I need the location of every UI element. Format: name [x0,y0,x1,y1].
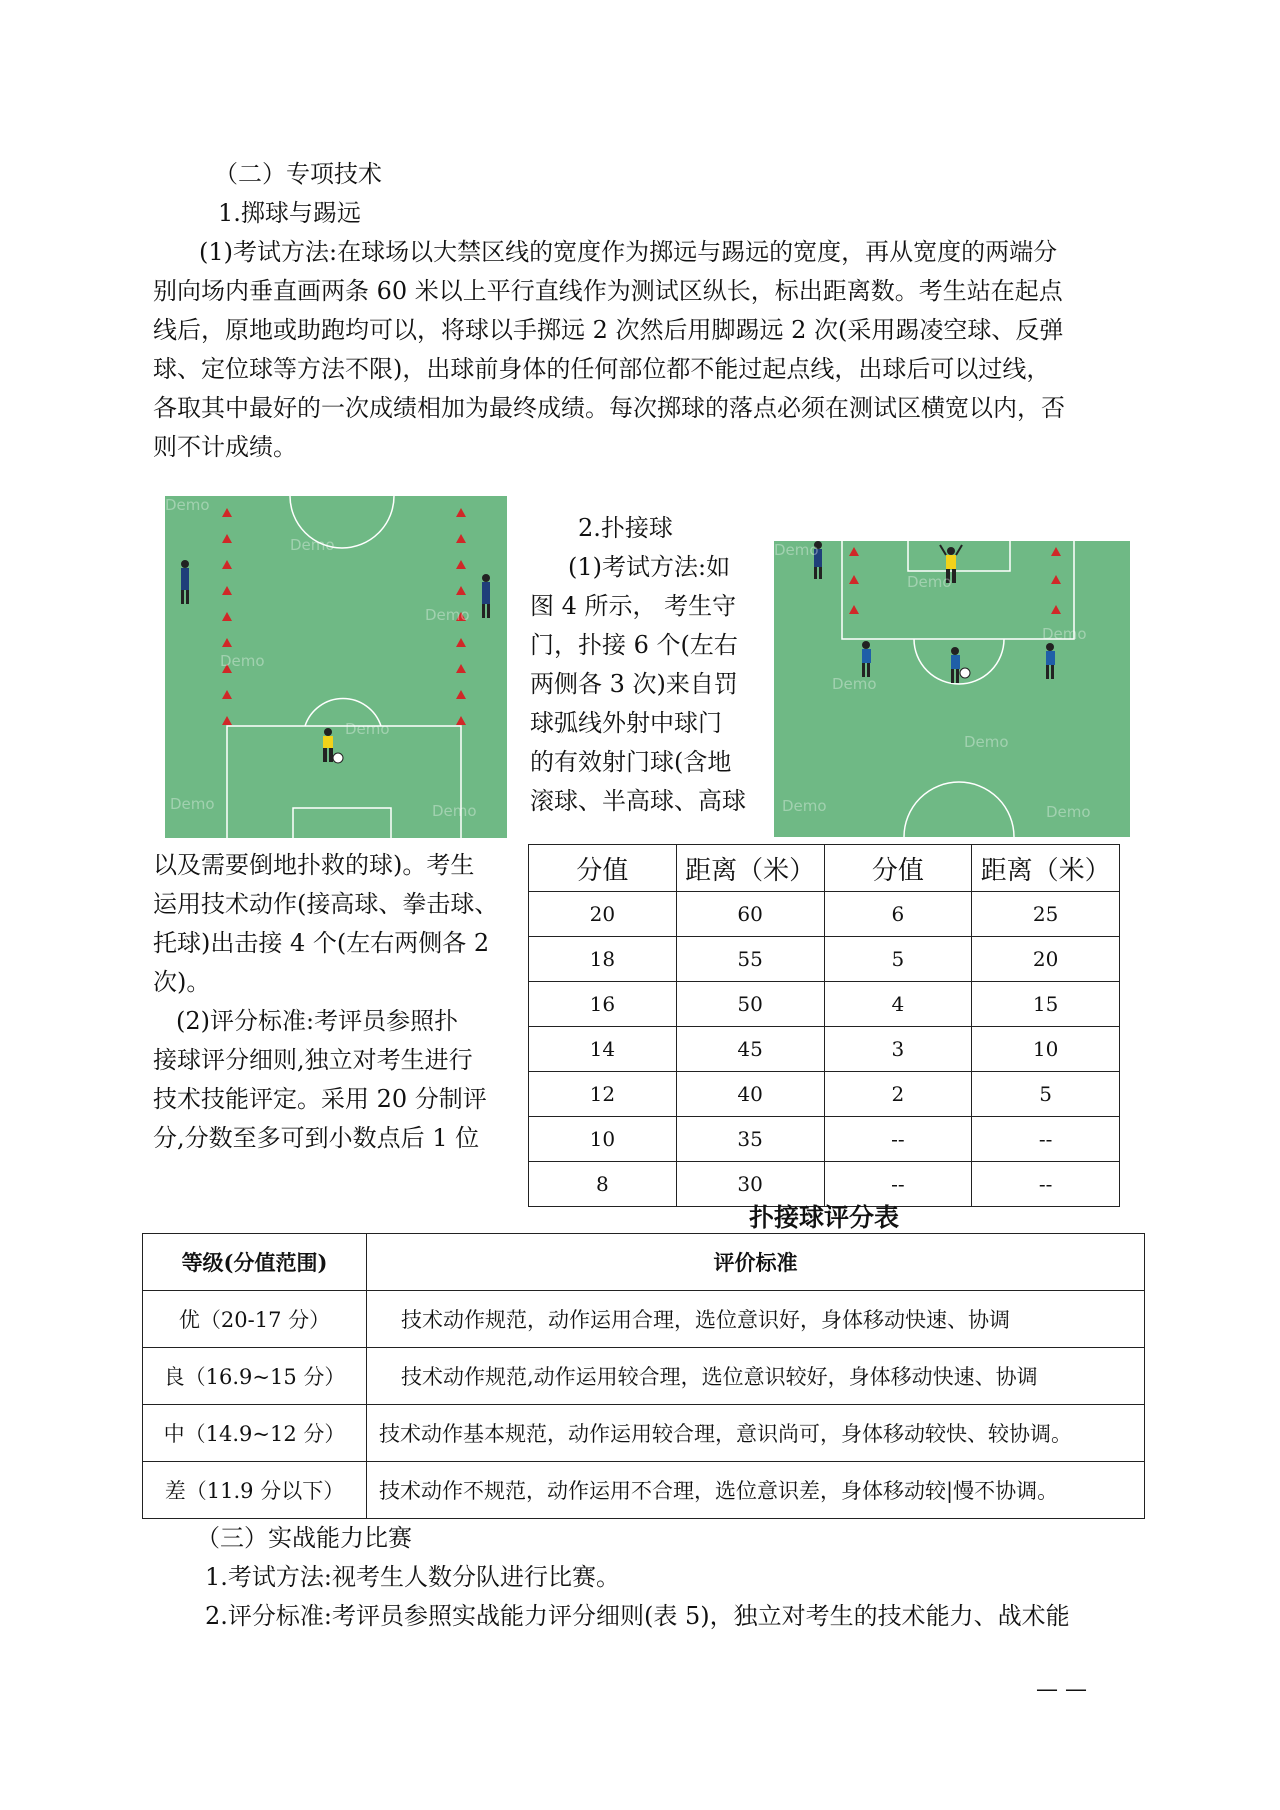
table-row [529,982,1120,1027]
cone-icon [456,664,466,673]
desc-cell: 技术动作基本规范，动作运用较合理，意识尚可，身体移动较快、较协调。 [367,1405,1145,1462]
table-cell: 10 [972,1027,1120,1072]
table-cell: 18 [529,937,677,982]
section2-heading: （二）专项技术 [214,160,382,188]
player-left-icon [181,560,189,604]
item1-heading: 1.掷球与踢远 [218,199,361,227]
penalty-box-line [842,541,1074,639]
table-cell: 4 [824,982,972,1027]
watermark: Demo [220,652,265,670]
cone-icon [849,547,859,556]
table-cell: 16 [529,982,677,1027]
paragraph-line: 线后，原地或助跑均可以，将球以手掷远 2 次然后用脚踢远 2 次(采用踢凌空球、反弹 [153,316,1064,344]
grade-cell: 优（20-17 分） [143,1291,367,1348]
header-cell: 分值 [824,845,972,892]
table-row [143,1405,1145,1462]
catching-field-svg [774,541,1130,837]
table-row [143,1462,1145,1519]
cone-icon [222,638,232,647]
table-row [529,892,1120,937]
cone-icon [1051,547,1061,556]
cones-left [849,547,859,614]
header-cell: 等级(分值范围) [143,1234,367,1291]
table-row [529,1117,1120,1162]
bottom-line: 托球)出击接 4 个(左右两侧各 2 [153,929,490,957]
watermark-layer [165,496,477,820]
table-cell: -- [824,1117,972,1162]
watermark: Demo [774,541,819,559]
header-cell: 距离（米） [972,845,1120,892]
table-cell: 55 [676,937,824,982]
side-line: 图 4 所示， 考生守 [530,592,737,620]
bottom-line: 接球评分细则,独立对考生进行 [153,1046,473,1074]
cone-icon [222,586,232,595]
shooter-center-icon [951,647,970,683]
table-cell: 12 [529,1072,677,1117]
paragraph-line: 球、定位球等方法不限)，出球前身体的任何部位都不能过起点线，出球后可以过线， [153,355,1051,383]
score-table-caption: 扑接球评分表 [748,1203,899,1232]
cone-icon [456,586,466,595]
side-line: (1)考试方法:如 [568,553,731,581]
table-header-row [529,845,1120,892]
table-row [143,1291,1145,1348]
desc-cell: 技术动作规范，动作运用合理，选位意识好，身体移动快速、协调 [367,1291,1145,1348]
cone-icon [222,508,232,517]
table-cell: 60 [676,892,824,937]
paragraph-line: 别向场内垂直画两条 60 米以上平行直线作为测试区纵长，标出距离数。考生站在起点 [153,277,1063,305]
table-row [529,1072,1120,1117]
paragraph-line: 则不计成绩。 [153,433,297,461]
table-row [529,937,1120,982]
watermark: Demo [782,797,827,815]
table-cell: -- [972,1162,1120,1207]
paragraph-line: (1)考试方法:在球场以大禁区线的宽度作为掷远与踢远的宽度，再从宽度的两端分 [199,238,1058,266]
watermark: Demo [425,606,470,624]
grade-table [142,1233,1145,1519]
cone-column-left [222,508,232,725]
bottom-line: 以及需要倒地扑救的球)。考生 [153,851,475,879]
table-cell: 25 [972,892,1120,937]
catching-field-diagram [774,541,1130,837]
bottom-line: 运用技术动作(接高球、拳击球、 [153,890,499,918]
cone-icon [849,605,859,614]
table-cell: -- [824,1162,972,1207]
goal-area-line [293,808,391,838]
watermark: Demo [1042,625,1087,643]
cone-icon [222,690,232,699]
side-line: 滚球、半高球、高球 [530,787,746,815]
cone-icon [456,534,466,543]
cone-icon [456,690,466,699]
side-line: 球弧线外射中球门 [530,709,722,737]
cone-icon [222,612,232,621]
table-cell: 40 [676,1072,824,1117]
shooter-right-icon [1046,643,1055,679]
cones-right [1051,547,1061,614]
score-table [528,844,1120,1207]
table-cell: 5 [972,1072,1120,1117]
watermark-layer [774,541,1091,821]
header-cell: 分值 [529,845,677,892]
cone-icon [222,534,232,543]
table-cell: 20 [972,937,1120,982]
table-cell: 6 [824,892,972,937]
table-cell: 15 [972,982,1120,1027]
table-cell: 35 [676,1117,824,1162]
bottom-line: 技术技能评定。采用 20 分制评 [153,1085,487,1113]
center-circle-line [904,782,1014,837]
goal-area-line [908,541,1010,571]
header-cell: 距离（米） [676,845,824,892]
watermark: Demo [345,720,390,738]
throw-kick-field-diagram [165,496,507,838]
throw-kick-field-svg [165,496,507,838]
table-cell: 8 [529,1162,677,1207]
section3-line: 2.评分标准:考评员参照实战能力评分细则(表 5)，独立对考生的技术能力、战术能 [205,1602,1070,1630]
bottom-line: 次)。 [153,968,211,996]
grade-cell: 良（16.9~15 分） [143,1348,367,1405]
watermark: Demo [432,802,477,820]
cone-icon [456,508,466,517]
table-header-row [143,1234,1145,1291]
header-cell: 评价标准 [367,1234,1145,1291]
cone-icon [456,560,466,569]
watermark: Demo [170,795,215,813]
cone-icon [222,716,232,725]
table-cell: -- [972,1117,1120,1162]
table-row [529,1027,1120,1072]
table-cell: 2 [824,1072,972,1117]
player-right-icon [482,574,490,618]
watermark: Demo [964,733,1009,751]
watermark: Demo [907,573,952,591]
desc-cell: 技术动作不规范，动作运用不合理，选位意识差，身体移动较|慢不协调。 [367,1462,1145,1519]
side-line: 门，扑接 6 个(左右 [530,631,738,659]
table-cell: 14 [529,1027,677,1072]
penalty-box-line [227,726,461,838]
bottom-line: (2)评分标准:考评员参照扑 [176,1007,459,1035]
cone-icon [456,716,466,725]
paragraph-line: 各取其中最好的一次成绩相加为最终成绩。每次掷球的落点必须在测试区横宽以内，否 [153,394,1065,422]
bottom-line: 分,分数至多可到小数点后 1 位 [153,1124,480,1152]
table-cell: 10 [529,1117,677,1162]
section3-heading: （三）实战能力比赛 [196,1524,412,1552]
cone-icon [1051,575,1061,584]
goalkeeper-icon [323,728,343,763]
cone-icon [222,560,232,569]
cone-icon [456,638,466,647]
page-number-marker: — — [1036,1677,1087,1702]
table-cell: 20 [529,892,677,937]
desc-cell: 技术动作规范,动作运用较合理，选位意识较好，身体移动快速、协调 [367,1348,1145,1405]
table-row [143,1348,1145,1405]
cone-icon [1051,605,1061,614]
table-cell: 30 [676,1162,824,1207]
item2-heading: 2.扑接球 [578,514,673,542]
cone-icon [849,575,859,584]
watermark: Demo [1046,803,1091,821]
table-cell: 3 [824,1027,972,1072]
table-cell: 45 [676,1027,824,1072]
shooter-left-icon [862,641,871,677]
side-line: 两侧各 3 次)来自罚 [530,670,738,698]
side-line: 的有效射门球(含地 [530,748,732,776]
table-cell: 5 [824,937,972,982]
section3-line: 1.考试方法:视考生人数分队进行比赛。 [205,1563,620,1591]
watermark: Demo [832,675,877,693]
grade-cell: 中（14.9~12 分） [143,1405,367,1462]
grade-cell: 差（11.9 分以下） [143,1462,367,1519]
watermark: Demo [290,536,335,554]
watermark: Demo [165,496,210,514]
table-cell: 50 [676,982,824,1027]
